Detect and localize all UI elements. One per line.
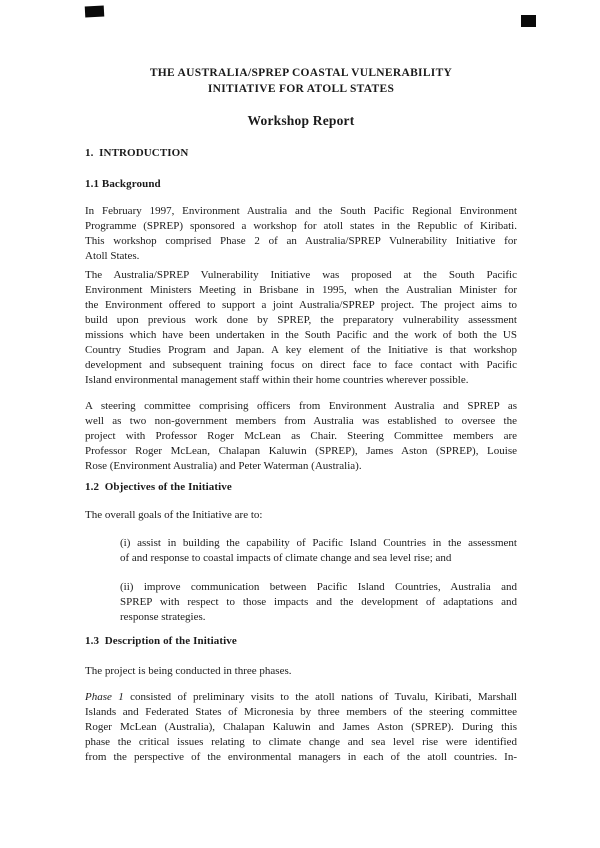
text-line: Environment Ministers Meeting in Brisbane in 1995, when the Australian Minister for bbox=[85, 284, 517, 296]
document-subtitle: Workshop Report bbox=[247, 113, 355, 128]
list-item-goal-i bbox=[120, 536, 517, 566]
text-line: The overall goals of the Initiative are to: bbox=[85, 509, 263, 521]
text-line: The Australia/SPREP Vulnerability Initiative was proposed at the South Pacific bbox=[85, 269, 517, 281]
text-line: Professor Roger McLean, Chalapan Kaluwin (SPREP), James Aston (SPREP), Louise bbox=[85, 445, 517, 457]
text-line: (i) assist in building the capability of Pacific Island Countries in the assessment bbox=[120, 537, 517, 549]
text-line: development and subsequent training focus on direct face to face contact with Pacific bbox=[85, 359, 517, 371]
text-line: SPREP with respect to those impacts and the development of adaptations and bbox=[120, 596, 517, 608]
text-line: In February 1997, Environment Australia and the South Pacific Regional Environment bbox=[85, 205, 517, 217]
text-line: Islands and Federated States of Micronesia by three members of the steering committee bbox=[85, 706, 517, 718]
text-line: The project is being conducted in three phases. bbox=[85, 665, 292, 677]
paragraph-phases-intro bbox=[85, 664, 517, 679]
section-heading-objectives bbox=[85, 480, 517, 495]
scan-artifact-mark-right bbox=[521, 15, 536, 27]
text-line: (ii) improve communication between Pacific Island Countries, Australia and bbox=[120, 581, 517, 593]
text-line: build upon previous work done by SPREP, the preparatory vulnerability assessment bbox=[85, 314, 517, 326]
text-line: project with Professor Roger McLean as Chair. Steering Committee members are bbox=[85, 430, 517, 442]
text-line: 1.1 Background bbox=[85, 178, 161, 190]
text-line: A steering committee comprising officers from Environment Australia and SPREP as bbox=[85, 400, 517, 412]
text-line: phase the critical issues relating to climate change and sea level rise were identified bbox=[85, 736, 517, 748]
text-line: response strategies. bbox=[120, 611, 206, 623]
text-line: well as two non-government members from Australia was established to oversee the bbox=[85, 415, 517, 427]
text-line: missions which have been undertaken in the South Pacific and the work of both the US bbox=[85, 329, 517, 341]
paragraph-goals-intro bbox=[85, 508, 517, 523]
list-item-goal-ii bbox=[120, 580, 517, 625]
text-line: Atoll States. bbox=[85, 250, 140, 262]
text-line: 1. INTRODUCTION bbox=[85, 147, 189, 159]
text-line: Rose (Environment Australia) and Peter Waterman (Australia). bbox=[85, 460, 362, 472]
paragraph-phase-1 bbox=[85, 690, 517, 765]
text-line: Island environmental management staff within their home countries wherever possible. bbox=[85, 374, 469, 386]
document-title-line1: THE AUSTRALIA/SPREP COASTAL VULNERABILITY bbox=[149, 67, 453, 79]
document-title bbox=[85, 66, 517, 97]
section-heading-introduction bbox=[85, 146, 517, 161]
text-line: Programme (SPREP) sponsored a workshop for atoll states in the Republic of Kiribati. bbox=[85, 220, 517, 232]
italic-phase-label: Phase 1 bbox=[85, 691, 124, 703]
text-line: 1.2 Objectives of the Initiative bbox=[85, 481, 232, 493]
paragraph-background-2 bbox=[85, 268, 517, 388]
document-body bbox=[85, 146, 517, 765]
text-line: Phase 1 consisted of preliminary visits to the atoll nations of Tuvalu, Kiribati, Marshall bbox=[85, 691, 517, 703]
scan-artifact-mark-left bbox=[85, 6, 105, 18]
text-line: This workshop comprised Phase 2 of an Australia/SPREP Vulnerability Initiative for bbox=[85, 235, 517, 247]
text-line: Roger McLean (Australia), Chalapan Kaluwin and James Aston (SPREP). During this bbox=[85, 721, 517, 733]
text-line: Country Studies Program and Japan. A key element of the Initiative is that workshop bbox=[85, 344, 517, 356]
paragraph-steering-committee bbox=[85, 399, 517, 474]
text-line: of and response to coastal impacts of climate change and sea level rise; and bbox=[120, 552, 452, 564]
document-title-line2: INITIATIVE FOR ATOLL STATES bbox=[207, 82, 395, 95]
text-line: the Environment offered to support a joint Australia/SPREP project. The project aims to bbox=[85, 299, 517, 311]
paragraph-background-1 bbox=[85, 204, 517, 264]
text-line: 1.3 Description of the Initiative bbox=[85, 635, 237, 647]
section-heading-background bbox=[85, 177, 517, 192]
section-heading-description bbox=[85, 634, 517, 649]
text-line: from the perspective of the environmental managers in each of the atoll countries. In- bbox=[85, 751, 517, 763]
